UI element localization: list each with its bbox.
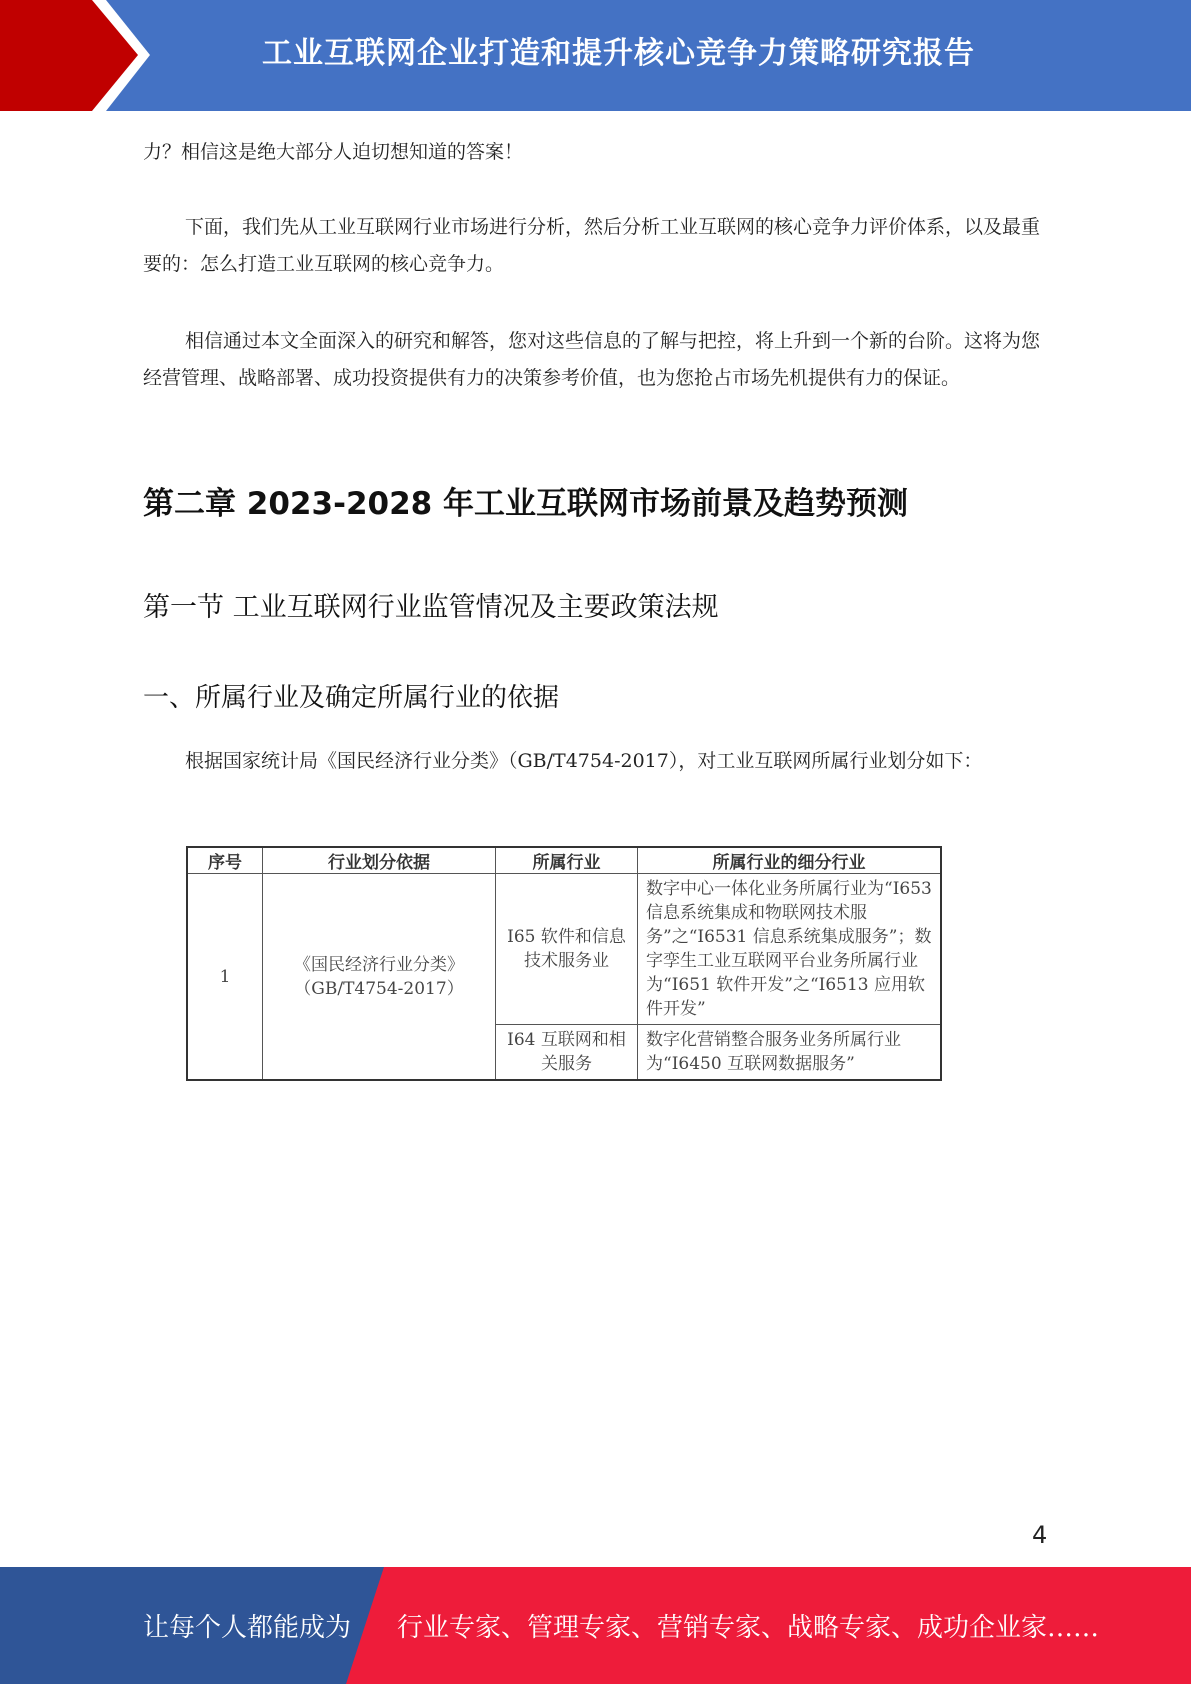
section-heading: 第一节 工业互联网行业监管情况及主要政策法规 [143, 592, 719, 623]
industry-classification-table [186, 846, 942, 1081]
cell-industry: I64 互联网和相关服务 [496, 1025, 638, 1081]
cell-subindustry: 数字化营销整合服务业务所属行业为“I6450 互联网数据服务” [638, 1025, 942, 1081]
column-header-subindustry: 所属行业的细分行业 [638, 847, 942, 874]
column-header-number: 序号 [187, 847, 263, 874]
page-footer [0, 1567, 1191, 1684]
paragraph-analysis-plan: 下面，我们先从工业互联网行业市场进行分析，然后分析工业互联网的核心竞争力评价体系，以及最重要的：怎么打造工业互联网的核心竞争力。 [143, 216, 1041, 275]
table-header-row [187, 847, 941, 874]
column-header-industry: 所属行业 [496, 847, 638, 874]
footer-slogan-right: 行业专家、管理专家、营销专家、战略专家、成功企业家…… [397, 1613, 1100, 1643]
paragraph-intro-end: 力？相信这是绝大部分人迫切想知道的答案！ [143, 141, 524, 163]
table [186, 846, 942, 1081]
header-arrow-icon [0, 0, 150, 111]
cell-number: 1 [187, 874, 263, 1081]
chapter-heading: 第二章 2023-2028 年工业互联网市场前景及趋势预测 [143, 486, 909, 522]
header-title: 工业互联网企业打造和提升核心竞争力策略研究报告 [262, 36, 975, 71]
cell-industry: I65 软件和信息技术服务业 [496, 874, 638, 1025]
table-row [187, 874, 941, 1025]
paragraph-value-statement: 相信通过本文全面深入的研究和解答，您对这些信息的了解与把控，将上升到一个新的台阶。这将为您经营管理、战略部署、成功投资提供有力的决策参考价值，也为您抢占市场先机提供有力的保证。 [143, 330, 1041, 389]
column-header-basis: 行业划分依据 [263, 847, 496, 874]
footer-slogan-left: 让每个人都能成为 [143, 1613, 352, 1643]
cell-basis: 《国民经济行业分类》（GB/T4754-2017） [263, 874, 496, 1081]
page-number: 4 [1032, 1521, 1048, 1549]
cell-subindustry: 数字中心一体化业务所属行业为“I653 信息系统集成和物联网技术服务”之“I6531 信息系统集成服务”；数字孪生工业互联网平台业务所属行业为“I651 软件开发”之“I6513 应用软件开发” [638, 874, 942, 1025]
paragraph-classification: 根据国家统计局《国民经济行业分类》（GB/T4754-2017），对工业互联网所属行业划分如下： [185, 750, 983, 772]
subsection-heading: 一、所属行业及确定所属行业的依据 [143, 683, 560, 713]
page-header [0, 0, 1191, 111]
